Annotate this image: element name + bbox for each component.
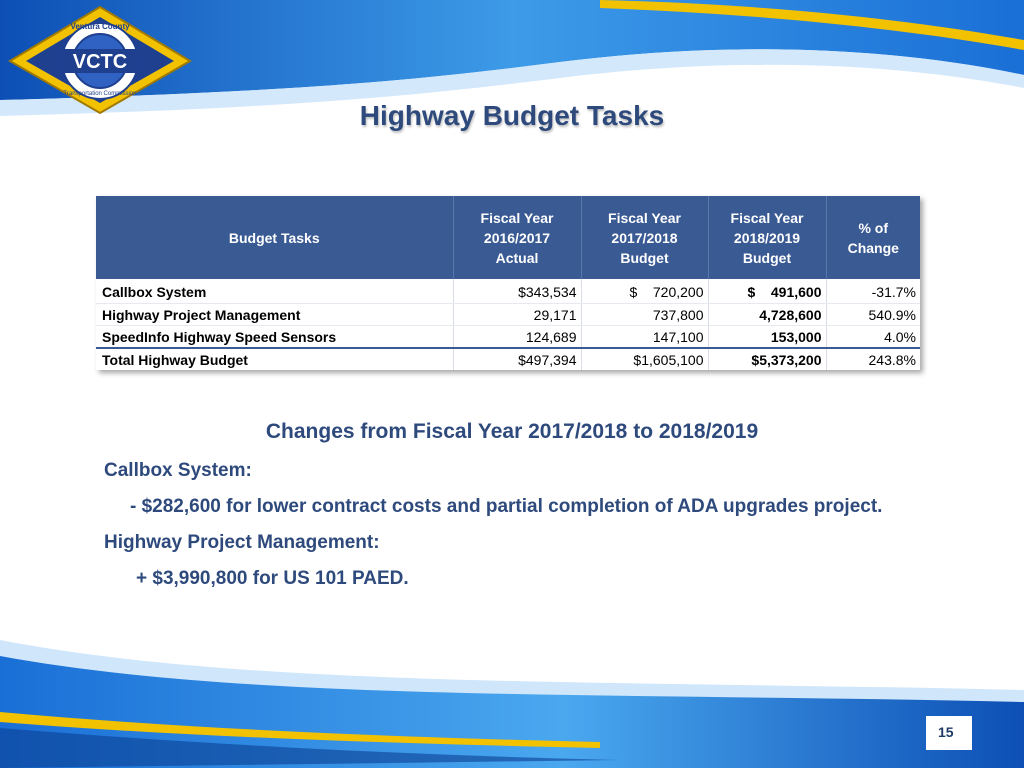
- fy1718-value: 737,800: [581, 304, 708, 326]
- fy1617-value: $343,534: [453, 279, 581, 304]
- fy1718-value: 147,100: [581, 326, 708, 349]
- fy1617-value: 124,689: [453, 326, 581, 349]
- task-name: Callbox System: [96, 279, 453, 304]
- fy1819-value: 153,000: [708, 326, 826, 349]
- callbox-detail: - $282,600 for lower contract costs and partial completion of ADA upgrades project.: [130, 496, 883, 517]
- percent-change: 540.9%: [826, 304, 920, 326]
- highway-project-management-label: Highway Project Management:: [104, 532, 380, 553]
- header-budget-tasks: Budget Tasks: [96, 196, 453, 279]
- page-number: 15: [938, 724, 954, 740]
- logo-ring-bottom: Transportation Commission: [63, 91, 137, 97]
- logo-text: VCTC: [72, 51, 128, 73]
- budget-table: [96, 196, 920, 370]
- fy1819-value: 4,728,600: [708, 304, 826, 326]
- task-name: SpeedInfo Highway Speed Sensors: [96, 326, 453, 349]
- task-name: Highway Project Management: [96, 304, 453, 326]
- header-fy-2017-2018: Fiscal Year 2017/2018 Budget: [581, 196, 708, 279]
- table-total-row: [96, 348, 920, 370]
- header-percent-change: % of Change: [826, 196, 920, 279]
- percent-change: -31.7%: [826, 279, 920, 304]
- fy1718-value: $ 720,200: [581, 279, 708, 304]
- table-header-row: [96, 196, 920, 279]
- table-row: [96, 279, 920, 304]
- percent-change: 4.0%: [826, 326, 920, 349]
- page-title: Highway Budget Tasks: [359, 100, 665, 131]
- task-name: Total Highway Budget: [96, 348, 453, 370]
- fy1819-value: $5,373,200: [708, 348, 826, 370]
- header-fy-2018-2019: Fiscal Year 2018/2019 Budget: [708, 196, 826, 279]
- vctc-logo: [8, 5, 192, 115]
- fy1819-value: $ 491,600: [708, 279, 826, 304]
- fy1617-value: 29,171: [453, 304, 581, 326]
- changes-heading: Changes from Fiscal Year 2017/2018 to 2018/2019: [265, 420, 759, 443]
- callbox-label: Callbox System:: [104, 460, 252, 481]
- percent-change: 243.8%: [826, 348, 920, 370]
- fy1617-value: $497,394: [453, 348, 581, 370]
- highway-project-management-detail: + $3,990,800 for US 101 PAED.: [136, 568, 409, 589]
- table-row: [96, 304, 920, 326]
- table-row: [96, 326, 920, 349]
- fy1718-value: $1,605,100: [581, 348, 708, 370]
- header-fy-2016-2017: Fiscal Year 2016/2017 Actual: [453, 196, 581, 279]
- logo-ring-top: Ventura County: [70, 22, 130, 31]
